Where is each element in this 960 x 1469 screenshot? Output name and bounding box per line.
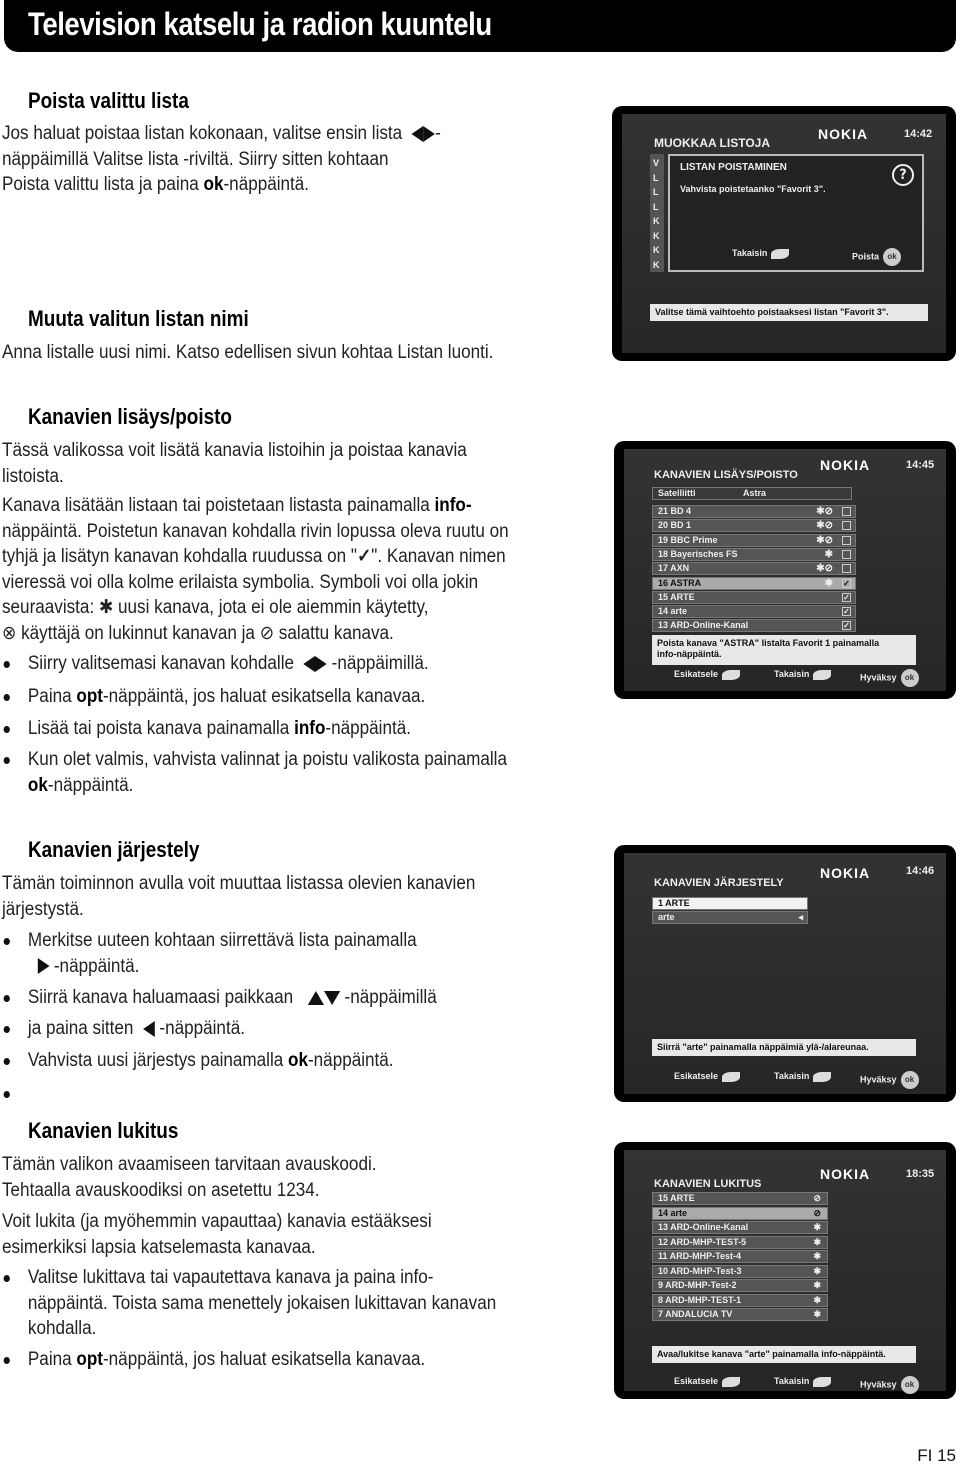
- empty-box-icon[interactable]: [842, 521, 851, 530]
- checked-box-icon[interactable]: ✓: [843, 607, 850, 617]
- channel-symbol-icon: ✱⊘: [816, 506, 833, 517]
- clock: 14:42: [904, 128, 933, 140]
- dialog-text: Vahvista poistetaanko "Favorit 3".: [680, 184, 826, 194]
- confirm-dialog: [668, 154, 924, 272]
- channel-symbol-icon: ✱⊘: [816, 520, 833, 532]
- page-header: [4, 0, 956, 52]
- locked-icon: ⊗: [2, 622, 17, 644]
- empty-box-icon[interactable]: [842, 536, 851, 545]
- channel-row[interactable]: 18 Bayerisches FS ✱: [652, 548, 856, 561]
- list-letters: V L L L K K K K: [650, 154, 664, 272]
- channel-symbol-icon: ✱⊘: [816, 563, 833, 575]
- channel-row[interactable]: 11 ARD-MHP-Test-4 ✱: [652, 1250, 828, 1263]
- channel-row[interactable]: 10 ARD-MHP-Test-3 ✱: [652, 1265, 828, 1278]
- section-heading-add-remove: Kanavien lisäys/poisto: [28, 404, 232, 429]
- back-button[interactable]: Takaisin: [774, 669, 831, 680]
- channel-row[interactable]: 13 ARD-Online-Kanal ✱: [652, 1221, 828, 1234]
- right-arrow-icon: [315, 656, 327, 672]
- lock-symbol-icon: ✱: [813, 1309, 821, 1319]
- section-heading-ordering: Kanavien järjestely: [28, 837, 200, 862]
- channel-row[interactable]: 14 arte ✓: [652, 605, 856, 618]
- s3-paragraph-1: Tässä valikossa voit lisätä kanavia listoihin ja poistaa kanavia listoista.: [2, 440, 467, 487]
- section-heading-locking: Kanavien lukitus: [28, 1118, 179, 1143]
- lock-symbol-icon: ✱: [813, 1265, 821, 1276]
- clock: 18:35: [906, 1168, 935, 1180]
- channel-row[interactable]: 12 ARD-MHP-TEST-5 ✱: [652, 1236, 828, 1249]
- s5-paragraph-1: Tämän valikon avaamiseen tarvitaan avauskoodi. Tehtaalla avauskoodiksi on asetettu 1234.: [2, 1154, 377, 1201]
- page-title: Television katselu ja radion kuuntelu: [28, 6, 492, 42]
- lock-symbol-icon: ✱: [813, 1251, 821, 1261]
- section-heading-delete-list: Poista valittu lista: [28, 88, 189, 113]
- channel-row[interactable]: 17 AXN ✱⊘: [652, 562, 856, 575]
- left-arrow-icon: [304, 656, 316, 672]
- lock-symbol-icon: ✱: [813, 1294, 821, 1305]
- question-icon: ?: [892, 164, 914, 186]
- channel-row[interactable]: 15 ARTE ✓: [652, 591, 856, 604]
- preview-button[interactable]: Esikatsele: [674, 1376, 740, 1387]
- s2-paragraph: Anna listalle uusi nimi. Katso edellisen sivun kohtaa Listan luonti.: [2, 342, 494, 363]
- new-channel-star-icon: ✱: [98, 597, 114, 618]
- nokia-logo: NOKIA: [820, 865, 871, 881]
- channel-row[interactable]: 8 ARD-MHP-TEST-1 ✱: [652, 1294, 828, 1307]
- accept-button[interactable]: Hyväksy ok: [860, 669, 919, 687]
- s3-paragraph-2: Kanava lisätään listaan tai poistetaan listasta painamalla info- näppäintä. Poistetun kanavan kohdalla rivin lopussa oleva ruutu on tyhjä ja lisätyn kanavan kohdalla ruudussa on "✓". Kanavan nimen vieressä voi olla kolme erilaista symbolia. Symboli voi olla jokin seuraavista: ✱ uusi kanava, jota ei ole aiemmin käytetty, ⊗ käyttäjä on lukinnut kanavan ja ⊘ salattu kanava.: [2, 495, 509, 644]
- channel-row[interactable]: 19 BBC Prime ✱⊘: [652, 534, 856, 547]
- lock-symbol-icon: ⊘: [813, 1193, 821, 1203]
- delete-button[interactable]: Poista ok: [852, 248, 901, 266]
- tv-screenshot-add-remove: [614, 441, 956, 699]
- dialog-title: LISTAN POISTAMINEN: [680, 162, 787, 173]
- scrambled-icon: ⊘: [259, 622, 275, 644]
- checked-box-icon[interactable]: ✓: [843, 621, 850, 631]
- tv-screenshot-locking: [614, 1142, 956, 1399]
- help-message: Siirrä "arte" painamalla näppäimiä ylä-/alareunaa.: [652, 1039, 916, 1056]
- nokia-logo: NOKIA: [820, 457, 871, 473]
- accept-button[interactable]: Hyväksy ok: [860, 1071, 919, 1089]
- channel-row[interactable]: 13 ARD-Online-Kanal ✓: [652, 619, 856, 632]
- lock-symbol-icon: ✱: [813, 1222, 821, 1232]
- tv-screenshot-edit-lists: [612, 106, 956, 361]
- screen-title: KANAVIEN LISÄYS/POISTO: [654, 469, 798, 481]
- channel-row[interactable]: 15 ARTE ⊘: [652, 1192, 828, 1205]
- checked-box-icon[interactable]: ✓: [843, 592, 850, 602]
- channel-row[interactable]: 7 ANDALUCIA TV ✱: [652, 1308, 828, 1321]
- lock-symbol-icon: ✱: [813, 1280, 821, 1290]
- channel-row[interactable]: 20 BD 1 ✱⊘: [652, 519, 856, 532]
- right-arrow-icon: [37, 958, 49, 974]
- channel-row[interactable]: 21 BD 4 ✱⊘: [652, 505, 856, 518]
- section-heading-rename-list: Muuta valitun listan nimi: [28, 306, 249, 331]
- help-message: Poista kanava "ASTRA" listalta Favorit 1 painamalla info-näppäintä.: [652, 635, 916, 665]
- back-button[interactable]: Takaisin: [774, 1376, 831, 1387]
- channel-row[interactable]: 16 ASTRA ✱ ✓: [652, 577, 856, 590]
- s4-paragraph: Tämän toiminnon avulla voit muuttaa listassa olevien kanavien järjestystä.: [2, 873, 476, 920]
- satellite-selector[interactable]: Satelliitti Astra: [652, 487, 852, 500]
- right-arrow-icon: [423, 126, 435, 142]
- page-number: FI 15: [917, 1446, 956, 1465]
- empty-box-icon[interactable]: [842, 564, 851, 573]
- lock-symbol-icon: ✱: [813, 1236, 821, 1247]
- back-button[interactable]: Takaisin: [774, 1071, 831, 1082]
- empty-box-icon[interactable]: [842, 550, 851, 559]
- channel-row[interactable]: 9 ARD-MHP-Test-2 ✱: [652, 1279, 828, 1292]
- screen-title: KANAVIEN JÄRJESTELY: [654, 877, 784, 889]
- channel-symbol-icon: ✱: [824, 577, 833, 589]
- lock-symbol-icon: ⊘: [813, 1207, 821, 1218]
- empty-box-icon[interactable]: [842, 507, 851, 516]
- screen-title: MUOKKAA LISTOJA: [654, 136, 771, 150]
- channel-row[interactable]: 14 arte ⊘: [652, 1207, 828, 1220]
- channel-symbol-icon: ✱: [824, 548, 833, 560]
- preview-button[interactable]: Esikatsele: [674, 1071, 740, 1082]
- nokia-logo: NOKIA: [818, 126, 869, 142]
- preview-button[interactable]: Esikatsele: [674, 669, 740, 680]
- screen-title: KANAVIEN LUKITUS: [654, 1178, 762, 1190]
- left-arrow-icon: [143, 1021, 155, 1037]
- s5-paragraph-2: Voit lukita (ja myöhemmin vapauttaa) kanavia estääksesi esimerkiksi lapsia katselemasta kanavaa.: [2, 1211, 432, 1258]
- help-message: Avaa/lukitse kanava "arte" painamalla info-näppäintä.: [652, 1346, 916, 1363]
- nokia-logo: NOKIA: [820, 1166, 871, 1182]
- channel-symbol-icon: ✱⊘: [816, 534, 833, 546]
- up-arrow-icon: [307, 991, 323, 1005]
- accept-button[interactable]: Hyväksy ok: [860, 1376, 919, 1394]
- down-arrow-icon: [324, 991, 340, 1005]
- clock: 14:45: [906, 459, 935, 471]
- clock: 14:46: [906, 865, 935, 877]
- back-button[interactable]: Takaisin: [732, 248, 789, 259]
- list-row-moving[interactable]: arte ◂: [652, 911, 808, 924]
- tv-screenshot-ordering: [614, 845, 956, 1102]
- checked-box-icon[interactable]: ✓: [843, 578, 850, 588]
- checkmark-icon: ✓: [356, 546, 372, 567]
- left-arrow-icon: [412, 126, 424, 142]
- s1-paragraph: Jos haluat poistaa listan kokonaan, valitse ensin lista - näppäimillä Valitse lista -riviltä. Siirry sitten kohtaan Poista valittu lista ja paina ok-näppäintä.: [2, 123, 441, 195]
- list-row[interactable]: 1 ARTE: [652, 897, 808, 910]
- help-message: Valitse tämä vaihtoehto poistaaksesi listan "Favorit 3".: [650, 304, 928, 321]
